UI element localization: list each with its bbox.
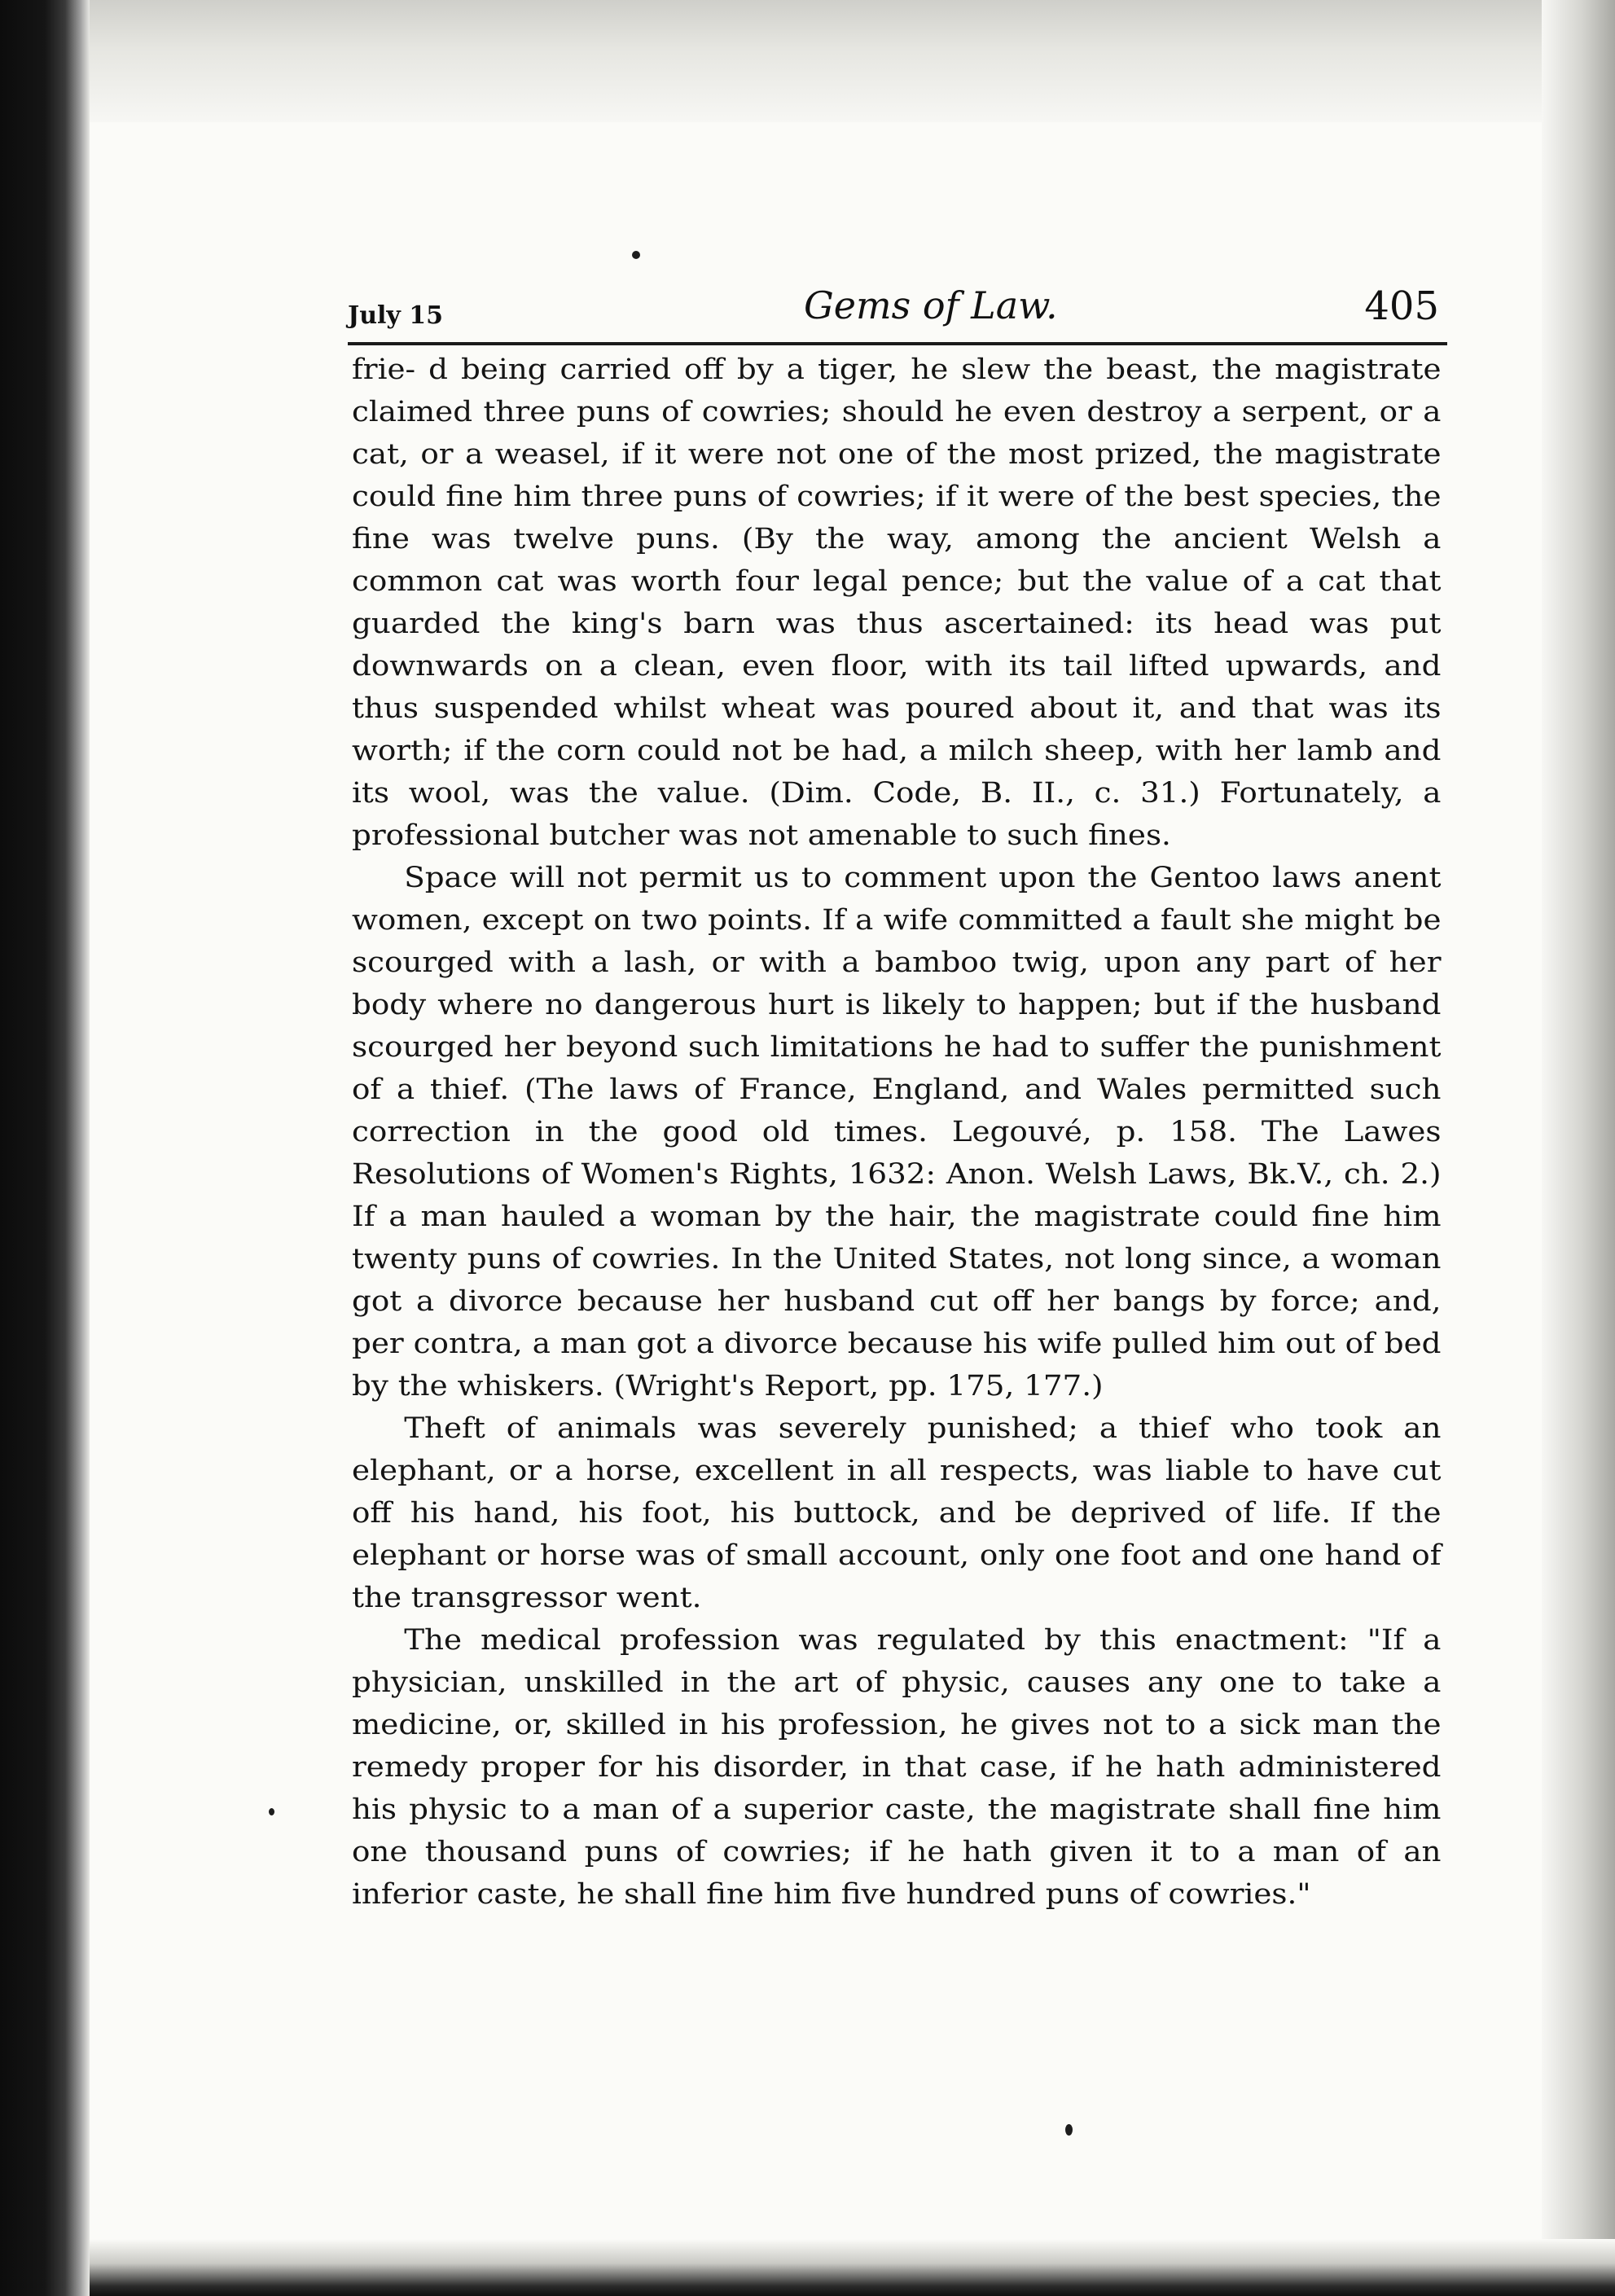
paragraph: Space will not permit us to comment upon the Gentoo laws anent women, except on two points. If a wife committed a fault she might be scourged with a lash, or with a bamboo twig, upon any part of her body where no dangerous hurt is likely to happen; but if the husband scourged her beyond such limitations he had to suffer the punishment of a thief. (The laws of France, England, and Wales permitted such correction in the good old times. Legouvé, p. 158. The Lawes Resolutions of Women's Rights, 1632: Anon. Welsh Laws, Bk.V., ch. 2.) If a man hauled a woman by the hair, the magistrate could fine him twenty puns of cowries. In the United States, not long since, a woman got a divorce because her husband cut off her bangs by force; and, per contra, a man got a divorce because his wife pulled him out of bed by the whiskers. (Wright's Report, pp. 175, 177.) (352, 862, 1442, 1403)
ink-speck (269, 1808, 274, 1815)
paragraph: Theft of animals was severely punished; a thief who took an elephant, or a horse, excellent in all respects, was liable to have cut off his hand, his foot, his buttock, and be deprived of life. If the elephant or horse was of small account, only one foot and one hand of the transgressor went. (352, 1412, 1442, 1614)
paragraph: The medical profession was regulated by this enactment: "If a physician, unskilled in the art of physic, causes any one to take a medicine, or, skilled in his profession, he gives not to a sick man the remedy proper for his disorder, in that case, if he hath administered his physic to a man of a superior caste, the magistrate shall fine him one thousand puns of cowries; if he hath given it to a man of an inferior caste, he shall fine him five hundred puns of cowries." (352, 1624, 1442, 1911)
paragraph: frie- d being carried off by a tiger, he slew the beast, the magistrate claimed three puns of cowries; should he even destroy a serpent, or a cat, or a weasel, if it were not one of the most prized, the magistrate could fine him three puns of cowries; if it were of the best species, the fine was twelve puns. (By the way, among the ancient Welsh a common cat was worth four legal pence; but the value of a cat that guarded the king's barn was thus ascertained: its head was put downwards on a clean, even floor, with its tail lifted upwards, and thus suspended whilst wheat was poured about it, and that was its worth; if the corn could not be had, a milch sheep, with her lamb and its wool, was the value. (Dim. Code, B. II., c. 31.) Fortunately, a professional butcher was not amenable to such fines. (352, 353, 1442, 852)
page-number: 405 (1364, 283, 1439, 329)
ink-speck (1065, 2124, 1073, 2136)
ink-speck (632, 251, 640, 259)
article-body (352, 349, 1442, 1916)
scan-bottom-edge (90, 2239, 1615, 2296)
running-header (348, 283, 1447, 357)
header-title: Gems of Law. (804, 283, 1058, 327)
scan-spine-shadow (0, 0, 90, 2296)
scan-right-edge (1542, 0, 1615, 2296)
scan-top-edge (90, 0, 1615, 122)
header-date: July 15 (348, 301, 444, 330)
header-rule (348, 342, 1447, 345)
